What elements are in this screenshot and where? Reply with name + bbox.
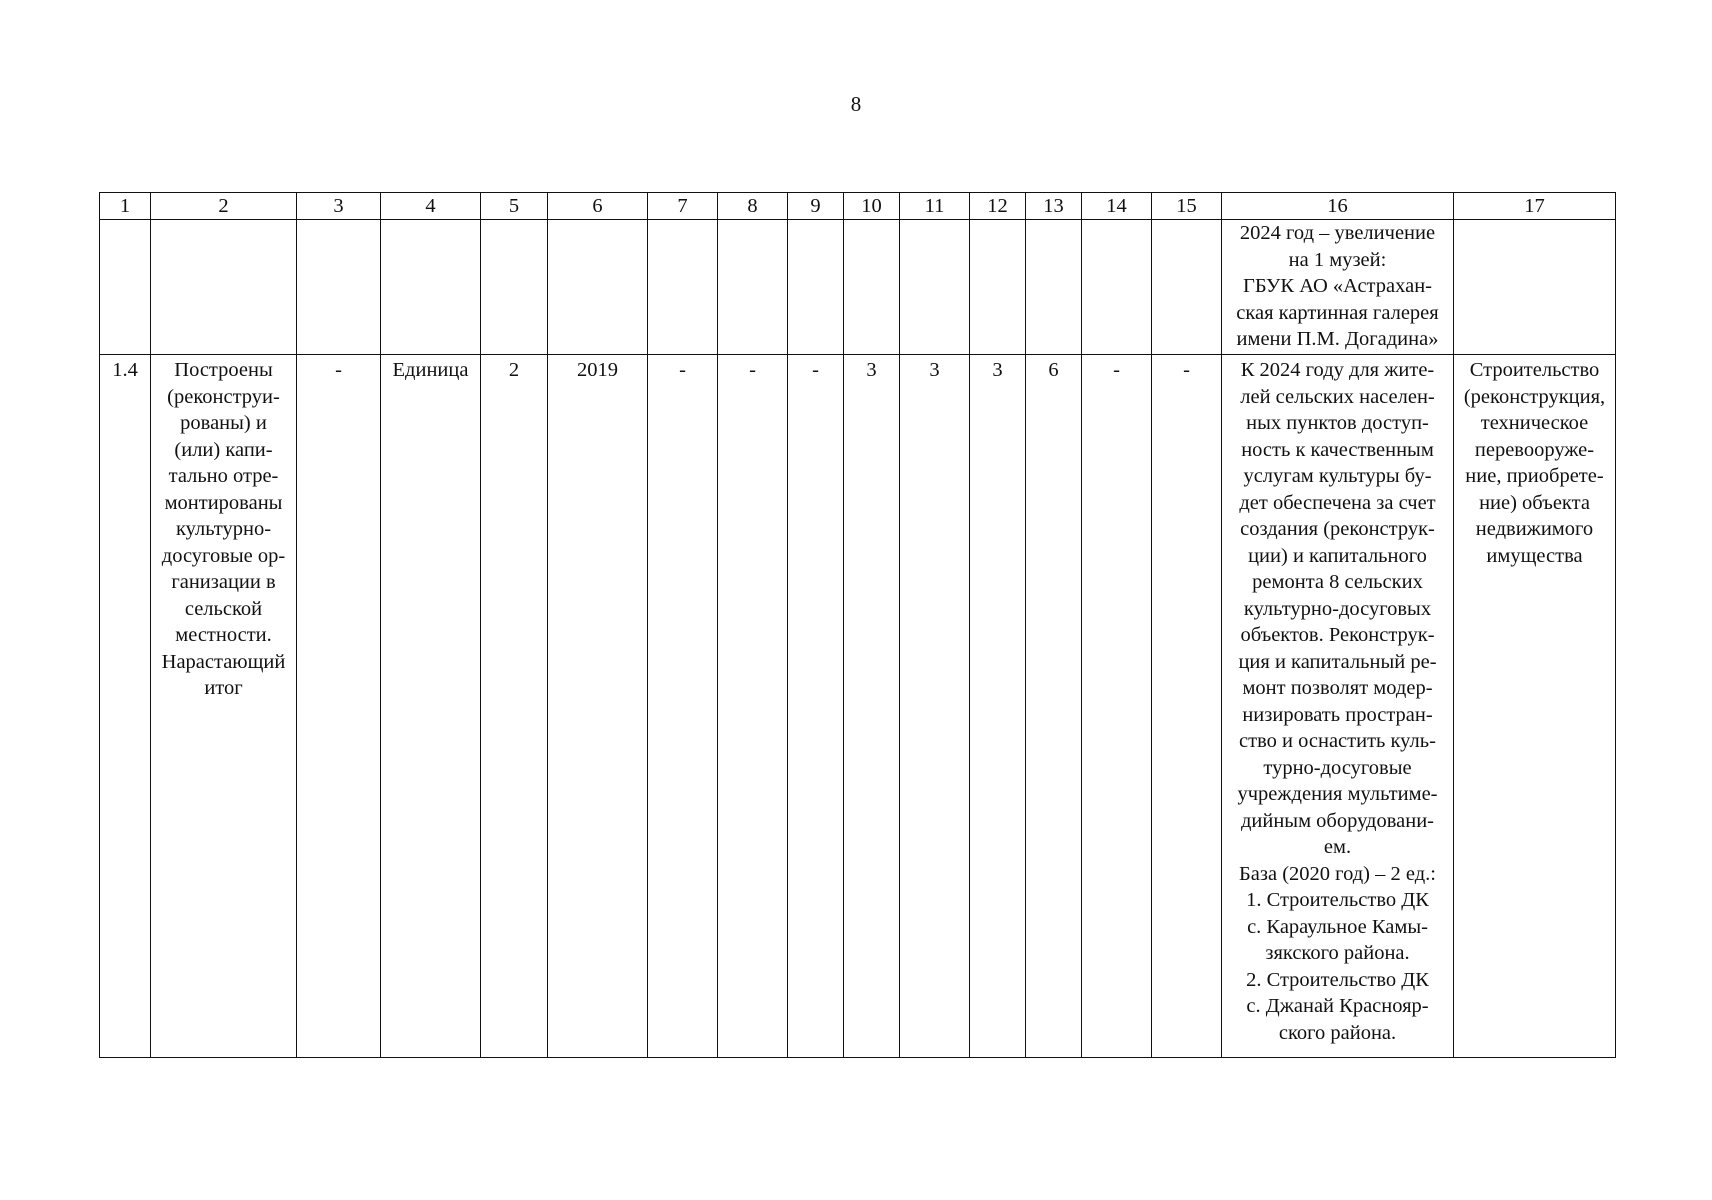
table-cell: -: [297, 355, 381, 1058]
header-cell: 16: [1222, 193, 1454, 220]
table-cell: [151, 220, 297, 355]
table-cell: -: [648, 355, 718, 1058]
table-cell: [718, 220, 788, 355]
header-cell: 6: [548, 193, 648, 220]
header-cell: 11: [900, 193, 970, 220]
header-cell: 5: [481, 193, 548, 220]
indicator-name-cell: Построены (реконструи- рованы) и (или) капи- тально отре- монтированы культурно- досуговые ор- ганизации в сельской местности. Нарастающий итог: [151, 355, 297, 1058]
table-cell: [100, 220, 151, 355]
table-row-continuation: [100, 220, 1616, 355]
unit-cell: Единица: [381, 355, 481, 1058]
table-cell: [481, 220, 548, 355]
header-cell: 9: [788, 193, 844, 220]
table-cell: [900, 220, 970, 355]
result-description-cell: 2024 год – увеличение на 1 музей: ГБУК АО «Астрахан- ская картинная галерея имени П.М. Догадина»: [1222, 220, 1454, 355]
header-cell: 14: [1082, 193, 1152, 220]
table-cell: -: [1152, 355, 1222, 1058]
base-value-cell: 2: [481, 355, 548, 1058]
table-cell: 3: [844, 355, 900, 1058]
indicator-table: [99, 192, 1616, 1058]
table-cell: [648, 220, 718, 355]
result-description-cell: К 2024 году для жите- лей сельских населен- ных пунктов доступ- ность к качественным услугам культуры бу- дет обеспечена за счет создания (реконструк- ции) и капитального ремонта 8 сельских культурно-досуговых объектов. Реконструк- ция и капитальный ре- монт позволят модер- низировать простран- ство и оснастить куль- турно-досуговые учреждения мультиме- дийным оборудовани- ем. База (2020 год) – 2 ед.: 1. Строительство ДК с. Караульное Камы- зякского района. 2. Строительство ДК с. Джанай Краснояр- ского района.: [1222, 355, 1454, 1058]
header-cell: 17: [1454, 193, 1616, 220]
activity-type-cell: Строительство (реконструкция, техническое перевооруже- ние, приобрете- ние) объекта недвижимого имущества: [1454, 355, 1616, 1058]
header-cell: 4: [381, 193, 481, 220]
table-cell: [1082, 220, 1152, 355]
table-cell: 3: [900, 355, 970, 1058]
table-cell: [548, 220, 648, 355]
table-cell: -: [718, 355, 788, 1058]
table-cell: 3: [970, 355, 1026, 1058]
header-cell: 10: [844, 193, 900, 220]
header-cell: 1: [100, 193, 151, 220]
table-row-1-4: [100, 355, 1616, 1058]
table-cell: [1026, 220, 1082, 355]
header-cell: 2: [151, 193, 297, 220]
table-cell: [1454, 220, 1616, 355]
header-cell: 15: [1152, 193, 1222, 220]
table-cell: -: [788, 355, 844, 1058]
row-number-cell: 1.4: [100, 355, 151, 1058]
table-cell: 6: [1026, 355, 1082, 1058]
header-cell: 13: [1026, 193, 1082, 220]
table-cell: [788, 220, 844, 355]
table-cell: [844, 220, 900, 355]
base-year-cell: 2019: [548, 355, 648, 1058]
table-cell: [1152, 220, 1222, 355]
header-cell: 7: [648, 193, 718, 220]
table-header-row: [100, 193, 1616, 220]
table-cell: [381, 220, 481, 355]
header-cell: 12: [970, 193, 1026, 220]
page-number: 8: [850, 92, 862, 116]
header-cell: 8: [718, 193, 788, 220]
table-cell: -: [1082, 355, 1152, 1058]
table-cell: [970, 220, 1026, 355]
table-cell: [297, 220, 381, 355]
header-cell: 3: [297, 193, 381, 220]
